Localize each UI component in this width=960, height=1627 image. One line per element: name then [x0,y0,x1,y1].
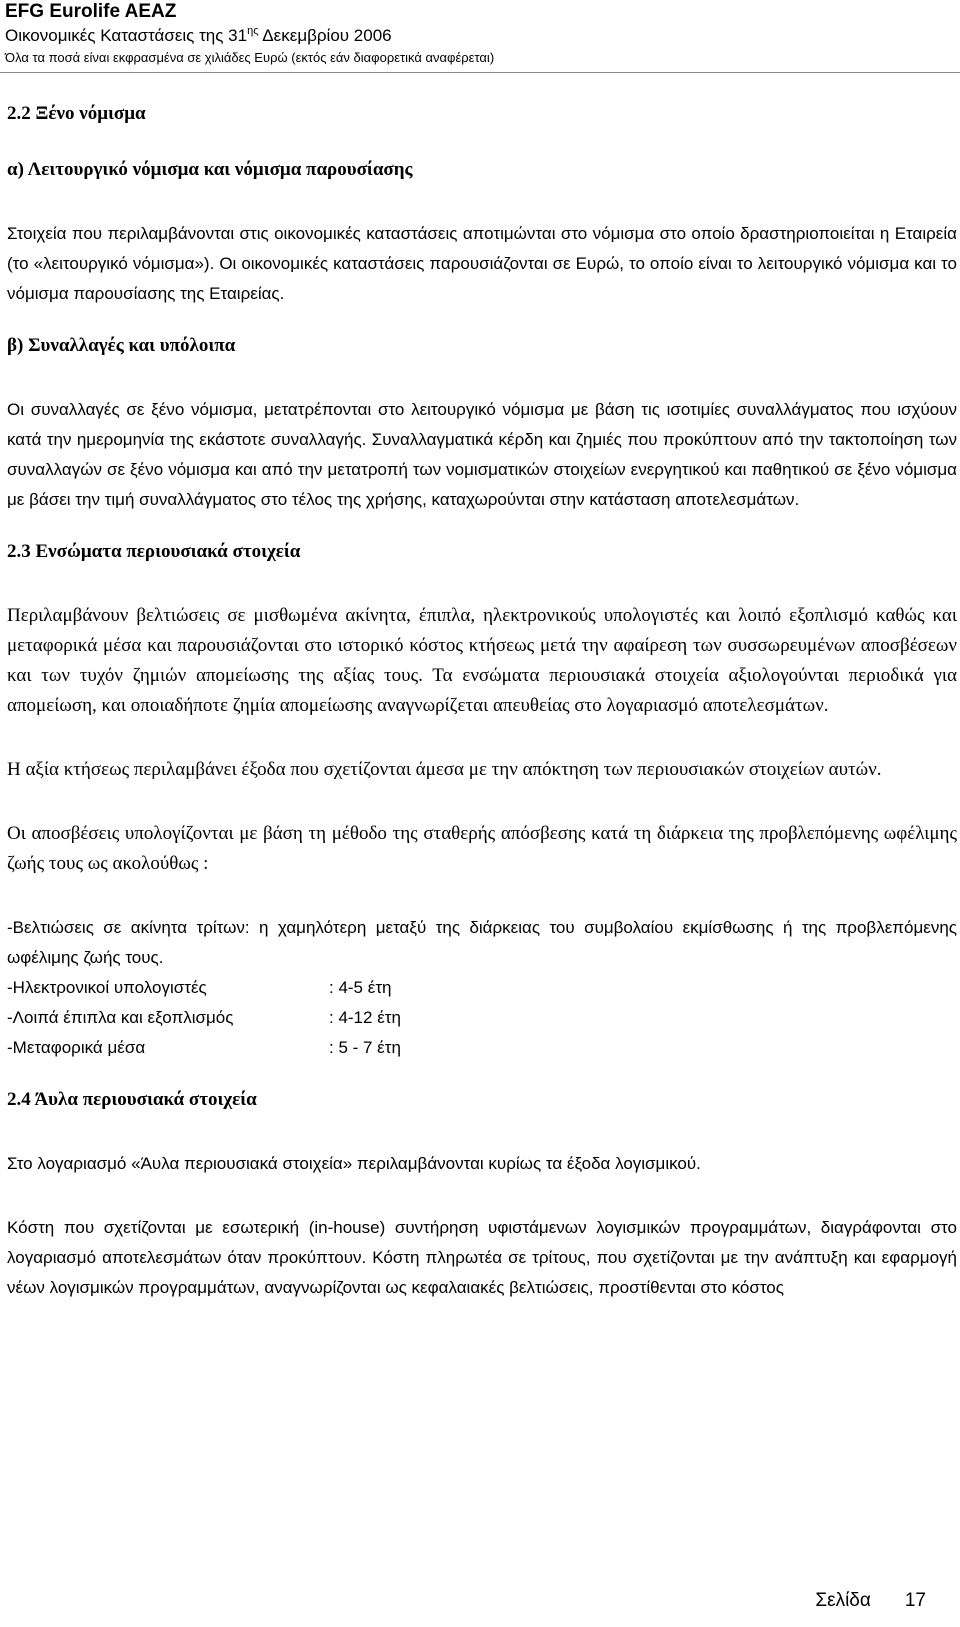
header-divider [0,72,960,73]
section-heading-2-4: 2.4 Άυλα περιουσιακά στοιχεία [7,1089,257,1110]
paragraph-software-costs: Κόστη που σχετίζονται με εσωτερική (in-house) συντήρηση υφιστάμενων λογισμικών προγραμμάτων, διαγράφονται στο λογαριασμό αποτελεσμάτων όταν προκύπτουν. Κόστη πληρωτέα σε τρίτους, που σχετίζονται με την ανάπτυξη και εφαρμογή νέων λογισμικών προγραμμάτων, αναγνωρίζονται ως κεφαλαιακές βελτιώσεις, προστίθενται στο κόστος [7,1218,957,1297]
page-header [5,0,494,68]
subsection-heading-2-2-a: α) Λειτουργικό νόμισμα και νόμισμα παρουσίασης [7,159,413,180]
asset-class-label: -Μεταφορικά μέσα [7,1038,146,1057]
useful-life-value: : 4-5 έτη [329,978,392,997]
currency-note: Όλα τα ποσά είναι εκφρασμένα σε χιλιάδες Ευρώ (εκτός εάν διαφορετικά αναφέρεται) [5,50,495,65]
page-number: 17 [904,1590,926,1611]
subtitle-prefix: Οικονομικές Καταστάσεις της 31 [5,26,248,45]
paragraph-depreciation: Οι αποσβέσεις υπολογίζονται με βάση τη μέθοδο της σταθερής απόσβεσης κατά τη διάρκεια της προβλεπόμενης ωφέλιμης ζωής τους ως ακολούθως : [7,823,957,874]
useful-life-value: : 4-12 έτη [329,1008,401,1027]
report-subtitle [5,24,494,48]
useful-life-value: : 5 - 7 έτη [329,1038,401,1057]
company-name: EFG Eurolife AEAZ [5,1,177,22]
paragraph-transactions: Οι συναλλαγές σε ξένο νόμισμα, μετατρέπονται στο λειτουργικό νόμισμα με βάση τις ισοτιμίες συναλλάγματος που ισχύουν κατά την ημερομηνία της εκάστοτε συναλλαγής. Συναλλαγματικά κέρδη και ζημιές που προκύπτουν από την τακτοποίηση των συναλλαγών σε ξένο νόμισμα και από την μετατροπή των νομισματικών στοιχείων ενεργητικού και παθητικού σε ξένο νόμισμα με βάσει την τιμή συναλλάγματος στο τέλος της χρήσης, καταχωρούνται στην κατάσταση αποτελεσμάτων. [7,400,957,509]
section-heading-2-2: 2.2 Ξένο νόμισμα [7,103,146,124]
asset-class-label: -Λοιπά έπιπλα και εξοπλισμός [7,1008,234,1027]
page-footer [815,1590,926,1612]
paragraph-intangible-assets: Στο λογαριασμό «Άυλα περιουσιακά στοιχεία» περιλαμβάνονται κυρίως τα έξοδα λογισμικού. [7,1154,701,1173]
subsection-heading-2-2-b: β) Συναλλαγές και υπόλοιπα [7,335,236,356]
paragraph-leasehold-improvements: -Βελτιώσεις σε ακίνητα τρίτων: η χαμηλότερη μεταξύ της διάρκειας του συμβολαίου εκμίσθωσης ή της προβλεπόμενης ωφέλιμης ζωής τους. [7,918,957,967]
useful-life-row [7,1003,957,1033]
paragraph-functional-currency: Στοιχεία που περιλαμβάνονται στις οικονομικές καταστάσεις αποτιμώνται στο νόμισμα στο οποίο δραστηριοποιείται η Εταιρεία (το «λειτουργικό νόμισμα»). Οι οικονομικές καταστάσεις παρουσιάζονται σε Ευρώ, το οποίο είναι το λειτουργικό νόμισμα και το νόμισμα παρουσίασης της Εταιρείας. [7,224,957,303]
subtitle-suffix: Δεκεμβρίου 2006 [258,26,392,45]
useful-life-row [7,1033,957,1063]
section-heading-2-3: 2.3 Ενσώματα περιουσιακά στοιχεία [7,541,301,562]
page-label: Σελίδα [815,1590,871,1611]
document-body [7,99,957,1303]
paragraph-acquisition-cost: Η αξία κτήσεως περιλαμβάνει έξοδα που σχετίζονται άμεσα με την απόκτηση των περιουσιακών στοιχείων αυτών. [7,759,882,780]
asset-class-label: -Ηλεκτρονικοί υπολογιστές [7,978,207,997]
subtitle-superscript: ης [247,25,259,37]
useful-lives-list [7,973,957,1063]
useful-life-row [7,973,957,1003]
paragraph-tangible-assets: Περιλαμβάνουν βελτιώσεις σε μισθωμένα ακίνητα, έπιπλα, ηλεκτρονικούς υπολογιστές και λοιπό εξοπλισμό καθώς και μεταφορικά μέσα και παρουσιάζονται στο ιστορικό κόστος κτήσεως μετά την αφαίρεση των συσσωρευμένων αποσβέσεων και των τυχόν ζημιών απομείωσης της αξίας τους. Τα ενσώματα περιουσιακά στοιχεία αξιολογούνται περιοδικά για απομείωση, και οποιαδήποτε ζημία απομείωσης αναγνωρίζεται απευθείας στο λογαριασμό αποτελεσμάτων. [7,605,957,716]
